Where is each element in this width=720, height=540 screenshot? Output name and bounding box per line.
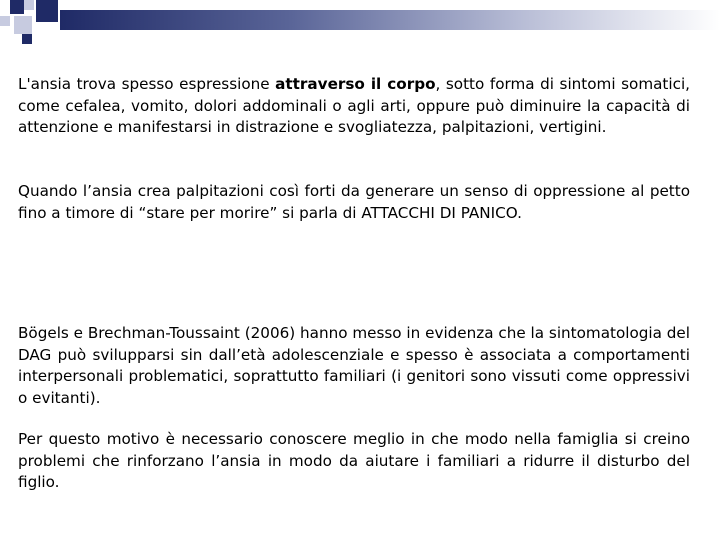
decor-square	[10, 0, 24, 14]
decor-square	[0, 16, 10, 26]
text-run: L'ansia trova spesso espressione	[18, 75, 276, 93]
text-run: , sotto forma di sintomi somatici, come cefalea, vomito, dolori addominali o agli arti, oppure può diminuire la capacità di attenzione e manifestarsi in distrazione e svogliatezza, palpitazioni, vertigini.	[18, 75, 690, 136]
slide-decoration	[0, 0, 720, 50]
header-gradient-bar	[60, 10, 720, 30]
decor-square	[36, 0, 58, 22]
decor-square	[22, 34, 32, 44]
paragraph-family: Per questo motivo è necessario conoscere meglio in che modo nella famiglia si creino problemi che rinforzano l’ansia in modo da aiutare i familiari a ridurre il disturbo del figlio.	[18, 430, 690, 491]
paragraph-panic-attacks: Quando l’ansia crea palpitazioni così forti da generare un senso di oppressione al petto fino a timore di “stare per morire” si parla di ATTACCHI DI PANICO.	[18, 182, 690, 222]
paragraph-citation: Bögels e Brechman-Toussaint (2006) hanno messo in evidenza che la sintomatologia del DAG può svilupparsi sin dall’età adolescenziale e spesso è associata a comportamenti interpersonali problematici, soprattutto familiari (i genitori sono vissuti come oppressivi o evitanti).	[18, 324, 690, 407]
decor-square	[14, 16, 32, 34]
paragraph-body-symptoms	[18, 74, 690, 139]
decor-square	[24, 0, 34, 10]
bold-phrase: attraverso il corpo	[275, 75, 436, 93]
